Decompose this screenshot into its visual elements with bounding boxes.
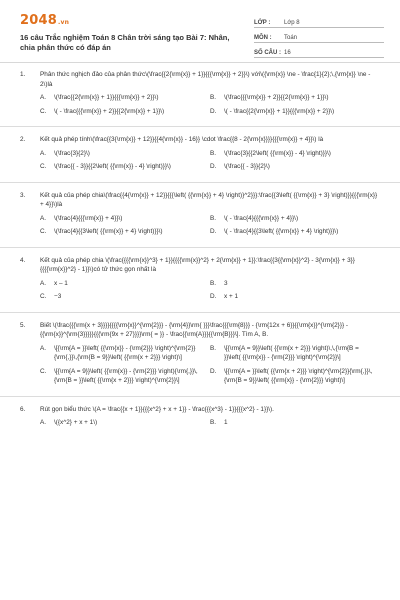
option-label: A. — [40, 344, 47, 352]
options — [40, 93, 380, 120]
option-text: −3 — [54, 293, 62, 300]
option-text: \(\frac{{ - 3}}{2}\) — [224, 163, 270, 170]
options — [40, 149, 380, 176]
option-label: A. — [40, 279, 47, 287]
option-text: \({x^2} + x + 1\) — [54, 419, 98, 426]
option-text: \[{\rm{A = 9}}\left( {{\rm{x + 2}}} \right)\,\,{\rm{B = }}\left( {{\rm{x}} - {\rm{2}}} \right)^{\rm{2}}\] — [224, 344, 359, 361]
option-label: B. — [210, 279, 217, 287]
question-number: 3. — [20, 191, 26, 199]
question-text: Biết \(\frac{{{\rm{x + 3}}}}{{{{\rm{x}}^{\rm{2}}} - {\rm{4}}\rm{ }}}\frac{{{\rm{8}}} - {\rm{12x + 6}}{{\rm{x}}^{\rm{2}}} - {{\rm{x}}^{\rm{3}}}}}{{{\rm{9x + 27}}}}\rm{ = }} - \frac{{\rm{A}}}{{\rm{B}}}\]. Tìm A, B. — [40, 321, 348, 338]
divider — [0, 312, 400, 313]
question-text: Rút gọn biểu thức \(A = \frac{{x + 1}}{{{x^2} + x + 1}} - \frac{{{x^3} - 1}}{{{x^2} - 1}}\). — [40, 405, 274, 413]
question-text: Kết quả của phép chia \(\frac{{{{\rm{x}}^3} + 1}}{{{{\rm{x}}^2} + 2{\rm{x}} + 1}}:\frac{{3{{\rm{x}}^2} - 3{\rm{x}} + 3}}{{{{\rm{x}}^2} - 1}}\)có tử thức gọn nhất là — [40, 256, 355, 273]
option-label: D. — [210, 228, 217, 235]
option-text: x + 1 — [224, 293, 239, 300]
option-b[interactable] — [210, 93, 380, 103]
option-text: \(\frac{4}{{{\rm{x}} + 4}}\) — [54, 214, 123, 222]
option-text: \(\frac{{2{\rm{x}} + 1}}{{{\rm{x}} + 2}}\) — [54, 94, 159, 101]
question-1 — [0, 70, 400, 120]
option-text: \( - \frac{{{\rm{x}} + 2}}{{2{\rm{x}} + 1}}\) — [54, 107, 165, 115]
question-5 — [0, 321, 400, 390]
option-b[interactable] — [210, 418, 380, 428]
option-b[interactable] — [210, 279, 380, 289]
option-c[interactable] — [40, 367, 210, 386]
option-label: D. — [210, 163, 217, 170]
question-6 — [0, 405, 400, 432]
option-label: C. — [40, 107, 47, 115]
meta-row-subject — [254, 28, 384, 43]
meta-value: Lớp 8 — [284, 20, 300, 26]
question-number: 2. — [20, 136, 26, 143]
option-text: \( - \frac{{2{\rm{x}} + 1}}{{{\rm{x}} + 2}}\) — [224, 107, 335, 115]
question-3 — [0, 191, 400, 241]
question-text: Kết quả của phép chia\(\frac{{4{\rm{x}} + 12}}{{{\left( {{\rm{x}} + 4} \right)}^2}}}:\frac{{3\left( {{\rm{x}} + 3} \right)}}{{{\rm{x}} + 4}}\)là — [40, 191, 378, 208]
meta-key: SỐ CÂU : — [254, 50, 281, 56]
option-text: \[{\rm{A = 9}}\left( {{\rm{x}} - {\rm{2}}} \right){\rm{,}}\,{\rm{B = }}\left( {{\rm{x + 2}}} \right)^{\rm{2}}\] — [54, 367, 198, 384]
option-d[interactable] — [210, 107, 380, 117]
option-label: B. — [210, 94, 217, 101]
meta-row-count — [254, 43, 384, 58]
option-label: A. — [40, 94, 47, 101]
option-c[interactable] — [40, 107, 210, 117]
divider — [0, 182, 400, 183]
option-a[interactable] — [40, 149, 210, 159]
question-text: Phân thức nghịch đảo của phân thức\(\frac{{2{\rm{x}} + 1}}{{{\rm{x}} + 2}}\) với\({\rm{x}} \ne - \frac{1}{2};\,{\rm{x}} \ne - 2\)là — [40, 71, 371, 88]
option-label: D. — [210, 293, 217, 300]
option-d[interactable] — [210, 162, 380, 172]
meta-value: Toán — [284, 35, 298, 41]
site-logo[interactable] — [20, 13, 69, 28]
option-label: B. — [210, 344, 217, 352]
meta-table — [254, 13, 384, 58]
option-label: C. — [40, 163, 47, 170]
option-label: C. — [40, 367, 47, 375]
logo-text: 2048 — [20, 13, 57, 28]
option-b[interactable] — [210, 149, 380, 159]
option-label: B. — [210, 419, 217, 426]
meta-key: LỚP : — [254, 20, 271, 26]
logo-suffix: .vn — [57, 19, 70, 26]
option-d[interactable] — [210, 367, 380, 386]
divider — [0, 126, 400, 127]
option-label: C. — [40, 228, 47, 235]
question-number: 6. — [20, 405, 26, 413]
option-text: x – 1 — [54, 279, 68, 287]
question-4 — [0, 256, 400, 306]
option-text: \( - \frac{4}{{{\rm{x}} + 4}}\) — [224, 214, 299, 222]
option-label: A. — [40, 419, 47, 426]
header — [0, 0, 400, 63]
option-text: \( - \frac{4}{{3\left( {{\rm{x}} + 4} \right)}}\) — [224, 228, 339, 235]
options — [40, 344, 380, 390]
option-text: \(\frac{4}{{3\left( {{\rm{x}} + 4} \right)}}\) — [54, 228, 163, 235]
option-label: A. — [40, 214, 47, 222]
option-label: B. — [210, 149, 217, 157]
option-text: \(\frac{{ - 3}}{{2\left( {{\rm{x}} - 4} \right)}}\) — [54, 163, 171, 170]
option-label: C. — [40, 293, 47, 300]
divider — [0, 396, 400, 397]
option-text: 1 — [224, 419, 228, 426]
divider — [0, 247, 400, 248]
meta-value: 16 — [284, 50, 291, 56]
question-number: 4. — [20, 256, 26, 264]
option-text: \[{\rm{A = }}\left( {{\rm{x}} - {\rm{2}}} \right)^{\rm{2}}{\rm{,}}\,{\rm{B = 9}}\left( {{\rm{x + 2}}} \right)\] — [54, 344, 196, 361]
question-number: 5. — [20, 321, 26, 329]
meta-row-class — [254, 13, 384, 28]
option-text: \(\frac{3}{{2\left( {{\rm{x}} - 4} \right)}}\) — [224, 149, 331, 157]
option-label: D. — [210, 107, 217, 115]
option-b[interactable] — [210, 344, 380, 363]
option-text: \(\frac{3}{2}\) — [54, 149, 90, 157]
question-list — [0, 70, 400, 432]
option-c[interactable] — [40, 227, 210, 237]
question-2 — [0, 135, 400, 176]
option-label: D. — [210, 367, 217, 375]
option-c[interactable] — [40, 162, 210, 172]
option-d[interactable] — [210, 227, 380, 237]
option-d[interactable] — [210, 292, 380, 302]
option-a[interactable] — [40, 418, 210, 428]
page-title: 16 câu Trắc nghiệm Toán 8 Chân trời sáng tạo Bài 7: Nhân, chia phân thức có đáp án — [20, 33, 230, 52]
option-a[interactable] — [40, 214, 210, 224]
option-a[interactable] — [40, 93, 210, 103]
options — [40, 214, 380, 241]
question-text: Kết quả phép tính\(\frac{{3{\rm{x}} + 12}}{{4{\rm{x}} - 16}} \cdot \frac{{8 - 2{\rm{x}}}}{{{\rm{x}} + 4}}\) là — [40, 136, 324, 143]
question-number: 1. — [20, 71, 26, 78]
option-text: 3 — [224, 279, 228, 287]
option-text: \[{\rm{A = }}\left( {{\rm{x + 2}}} \right)^{\rm{2}}{\rm{,}}\,{\rm{B = 9}}\left( {{\rm{x}} - {\rm{2}}} \right)\] — [224, 367, 373, 384]
option-label: A. — [40, 149, 47, 157]
option-text: \(\frac{{{\rm{x}} + 2}}{{2{\rm{x}} + 1}}\) — [224, 94, 329, 101]
option-c[interactable] — [40, 292, 210, 302]
options — [40, 279, 380, 306]
options — [40, 418, 380, 432]
meta-key: MÔN : — [254, 35, 272, 41]
option-b[interactable] — [210, 214, 380, 224]
option-label: B. — [210, 214, 217, 222]
option-a[interactable] — [40, 344, 210, 363]
option-a[interactable] — [40, 279, 210, 289]
